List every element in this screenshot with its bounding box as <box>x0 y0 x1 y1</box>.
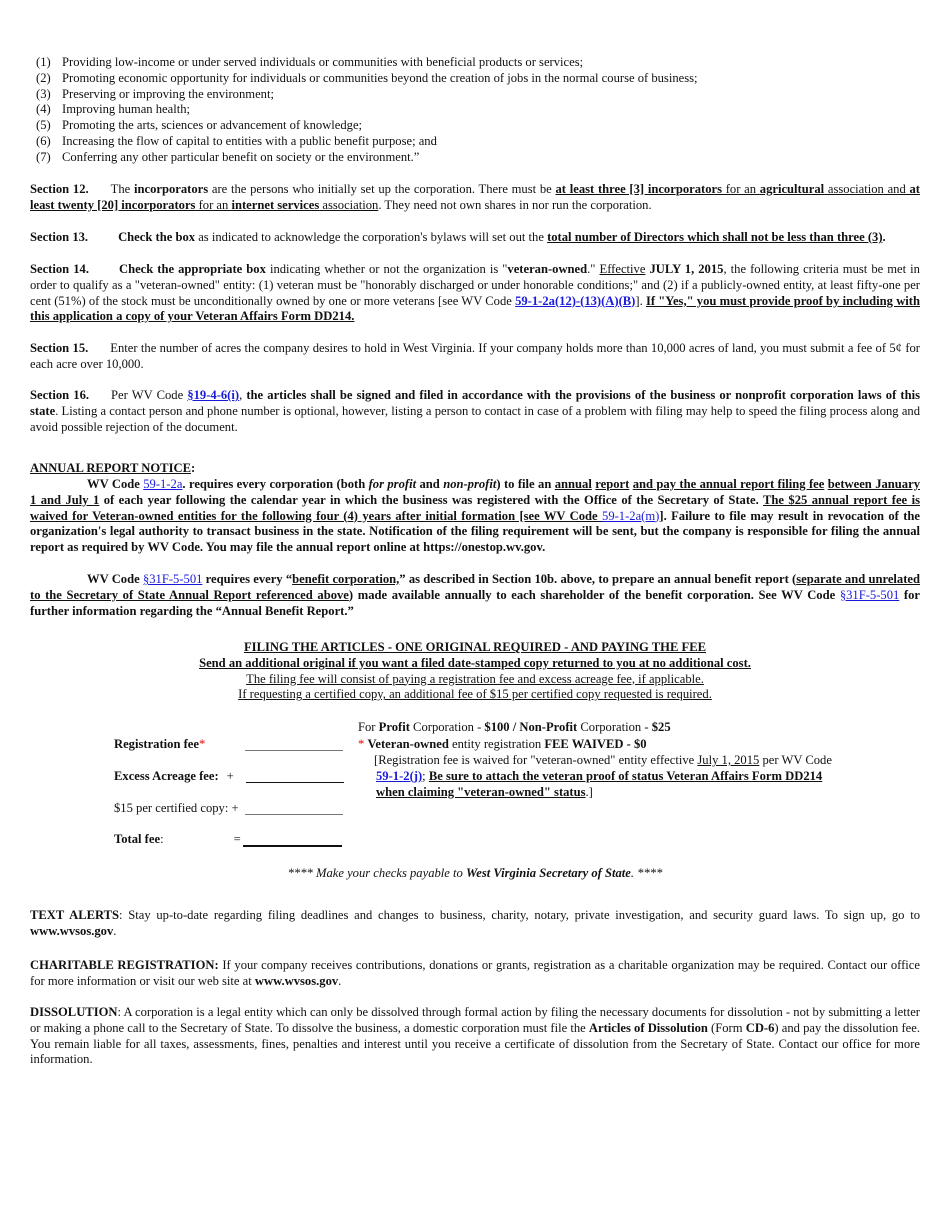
benefit-report-notice: WV Code §31F-5-501 requires every “benefit corporation,” as described in Section 10b. above, to prepare an annual benefit report (separate and unrelated to the Secretary of State Annual Report referenced above) made available annually to each shareholder of the benefit corporation. See WV Code §31F-5-501 for further information regarding the “Annual Benefit Report.” <box>30 572 921 618</box>
veteran-proof-note: 59-1-2(j); Be sure to attach the veteran proof of status Veteran Affairs Form DD214 <box>376 769 823 783</box>
section-15: Section 15. Enter the number of acres the company desires to hold in West Virginia. If your company holds more than 10,000 acres of land, you must submit a fee of 5¢ for each acre over 10,000. <box>30 341 921 371</box>
annual-report-notice: WV Code 59-1-2a. requires every corporation (both for profit and non-profit) to file an annual report and pay the annual report filing fee between January 1 and July 1 of each year following the calendar year in which the business was registered with the Office of the Secretary of State. The $25 annual report fee is waived for Veteran-owned entities for the following four (4) years after initial formation [see WV Code 59-1-2a(m)]. Failure to file may result in revocation of the organization's legal authority to transact business in the state. Notification of the filing requirement will be sent, but the company is responsible for filing the annual report as required by WV Code. You may file the annual report online at https://onestop.wv.gov. <box>30 477 921 555</box>
list-item: (1) Providing low-income or under served individuals or communities with beneficial products or services; <box>36 55 584 69</box>
annual-report-heading: ANNUAL REPORT NOTICE: <box>30 461 196 475</box>
wv-code-59-1-2a-m-link[interactable]: 59-1-2a(m) <box>602 508 660 523</box>
text-alerts: TEXT ALERTS: Stay up-to-date regarding filing deadlines and changes to business, charity, notary, private investigation, and security guard laws. To sign up, go to www.wvsos.gov. <box>30 908 920 938</box>
wv-code-59-1-2a-link[interactable]: 59-1-2a(12)-(13)(A)(B) <box>515 293 636 308</box>
charitable-registration: CHARITABLE REGISTRATION: If your company receives contributions, donations or grants, registration as a charitable organization may be required. Contact our office for more information or visit our web site at www.wvsos.gov. <box>30 958 920 988</box>
dissolution: DISSOLUTION: A corporation is a legal entity which can only be dissolved through formal action by filing the necessary documents for dissolution - not by submitting a letter or making a phone call to the Secretary of State. To dissolve the business, a domestic corporation must file the Articles of Dissolution (Form CD-6) and pay the dissolution fee. You remain liable for all taxes, assessments, fines, penalties and interest until you receive a certificate of dissolution from the Secretary of State. Contact our office for more information. <box>30 1005 921 1067</box>
section-13: Section 13. Check the box as indicated to acknowledge the corporation's bylaws will set out the total number of Directors which shall not be less than three (3). <box>30 230 886 244</box>
wv-code-31f-5-501-link[interactable]: §31F-5-501 <box>142 572 203 586</box>
list-item: (5) Promoting the arts, sciences or advancement of knowledge; <box>36 118 363 133</box>
checks-payable-note: **** Make your checks payable to West Virginia Secretary of State. **** <box>287 866 663 880</box>
registration-fee-label: Registration fee* <box>114 737 206 751</box>
section-12: Section 12. The incorporators are the persons who initially set up the corporation. There must be at least three [3] incorporators for an agricultural association and at least twenty [20] incorporators for an internet services association. They need not own shares in nor run the corporation. <box>30 182 920 212</box>
registration-fee-field[interactable] <box>245 736 343 751</box>
total-fee-field[interactable] <box>243 831 342 847</box>
certified-copy-field[interactable] <box>245 800 343 815</box>
certified-copy-label: $15 per certified copy: + <box>114 801 239 815</box>
wv-code-59-1-2a-annual-link[interactable]: 59-1-2a <box>143 477 183 491</box>
fee-rate-line: For Profit Corporation - $100 / Non-Profit Corporation - $25 <box>358 720 671 734</box>
veteran-waiver-note: [Registration fee is waived for "veteran-owned" entity effective July 1, 2015 per WV Code <box>374 753 832 767</box>
excess-acreage-field[interactable] <box>246 768 344 783</box>
excess-acreage-label: Excess Acreage fee: + <box>114 769 234 783</box>
wv-code-19-4-6-link[interactable]: §19-4-6(i) <box>187 388 240 402</box>
section-14: Section 14. Check the appropriate box indicating whether or not the organization is "veteran-owned." Effective JULY 1, 2015, the following criteria must be met in order to qualify as a "veteran-owned" entity: (1) veteran must be "honorably discharged or under honorable conditions;" and (2) if a publicly-owned entity, at least fifty-one per cent (51%) of the stock must be unconditionally owned by one or more veterans [see WV Code 59-1-2a(12)-(13)(A)(B)]. If "Yes," you must provide proof by including with this application a copy of your Veteran Affairs Form DD214. <box>30 262 920 324</box>
list-item: (6) Increasing the flow of capital to entities with a public benefit purpose; and <box>36 133 437 148</box>
wv-code-59-1-2-j-link[interactable]: 59-1-2(j) <box>376 769 423 783</box>
list-item: (7) Conferring any other particular benefit on society or the environment.” <box>36 149 420 164</box>
list-item: (2) Promoting economic opportunity for individuals or communities beyond the creation of jobs in the normal course of business; <box>36 70 698 85</box>
wv-code-31f-5-501-link-2[interactable]: §31F-5-501 <box>839 587 900 602</box>
veteran-status-note: when claiming "veteran-owned" status.] <box>376 785 593 799</box>
veteran-fee-line: * Veteran-owned entity registration FEE WAIVED - $0 <box>358 737 647 751</box>
list-item: (3) Preserving or improving the environment; <box>36 86 274 101</box>
benefit-purpose-list <box>36 55 916 166</box>
filing-section-heading: FILING THE ARTICLES - ONE ORIGINAL REQUIRED - AND PAYING THE FEE Send an additional original if you want a filed date-stamped copy returned to you at no additional cost. The filing fee will consist of paying a registration fee and excess acreage fee, if applicable. If requesting a certified copy, an additional fee of $15 per certified copy requested is required. <box>199 640 751 702</box>
total-fee-label: Total fee: = <box>114 832 241 846</box>
list-item: (4) Improving human health; <box>36 102 191 117</box>
section-16: Section 16. Per WV Code §19-4-6(i), the articles shall be signed and filed in accordance with the provisions of the business or nonprofit corporation laws of this state. Listing a contact person and phone number is optional, however, listing a person to contact in case of a problem with filing may help to speed the filing process along and avoid possible rejection of the document. <box>30 388 921 434</box>
